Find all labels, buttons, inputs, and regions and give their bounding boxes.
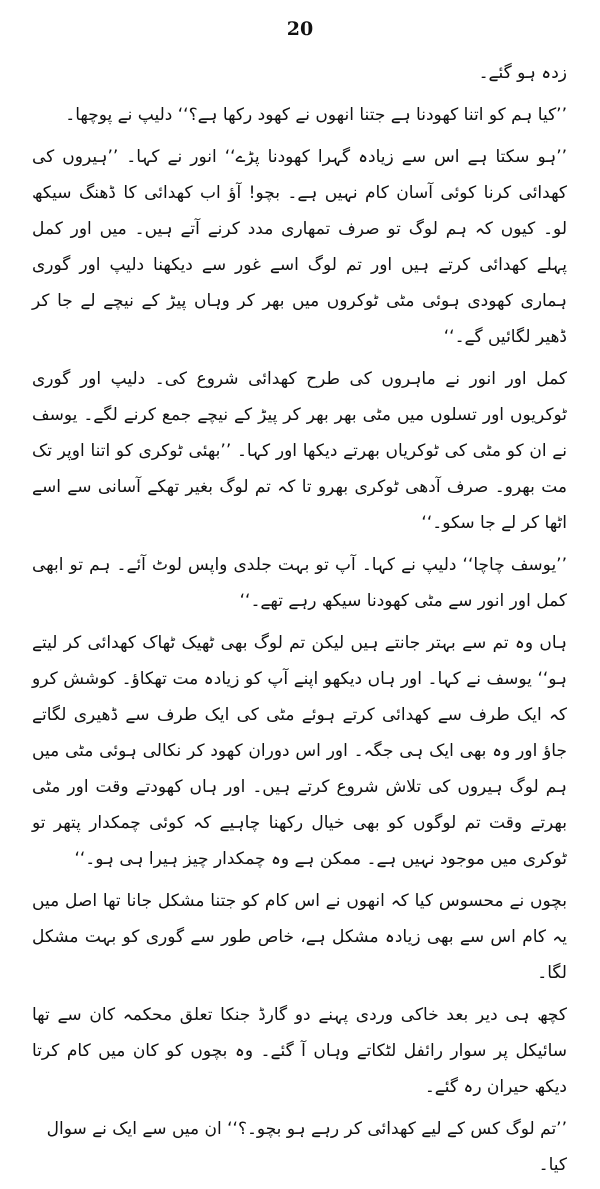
- body-text: [32, 55, 567, 1189]
- paragraph: ہاں وہ تم سے بہتر جانتے ہیں لیکن تم لوگ بھی ٹھیک ٹھاک کھدائی کر لیتے ہو‘‘ یوسف نے کہا۔ اور ہاں دیکھو اپنے آپ کو زیادہ مت تھکاؤ۔ کوشش کرو کہ ایک طرف سے کھدائی کرتے ہوئے مٹی کی ایک طرف سے ڈھیری لگاتے جاؤ اور وہ بھی ایک ہی جگہ۔ اور اس دوران کھود کر نکالی ہوئی مٹی میں ہم لوگ ہیروں کی تلاش شروع کرتے ہیں۔ اور ہاں کھودتے وقت اور مٹی بھرتے وقت تم لوگوں کو بھی خیال رکھنا چاہیے کہ کوئی چمکدار پتھر تو ٹوکری میں موجود نہیں ہے۔ ممکن ہے وہ چمکدار چیز ہیرا ہی ہو۔‘‘: [32, 633, 567, 869]
- paragraph: زدہ ہو گئے۔: [478, 63, 567, 83]
- paragraph: ’’تم لوگ کس کے لیے کھدائی کر رہے ہو بچو۔؟‘‘ ان میں سے ایک نے سوال کیا۔: [46, 1119, 567, 1175]
- paragraph: بچوں نے محسوس کیا کہ انھوں نے اس کام کو جتنا مشکل جانا تھا اصل میں یہ کام اس سے بھی زیادہ مشکل ہے، خاص طور سے گوری کو بہت مشکل لگا۔: [32, 891, 567, 983]
- paragraph: ’’کیا ہم کو اتنا کھودنا ہے جتنا انھوں نے کھود رکھا ہے؟‘‘ دلیپ نے پوچھا۔: [65, 105, 567, 125]
- paragraph: کمل اور انور نے ماہروں کی طرح کھدائی شروع کی۔ دلیپ اور گوری ٹوکریوں اور تسلوں میں مٹی بھر بھر کر پیڑ کے نیچے جمع کرنے لگے۔ یوسف نے ان کو مٹی کی ٹوکریاں بھرتے دیکھا اور کہا۔ ’’بھئی ٹوکری کو اتنا اوپر تک مت بھرو۔ صرف آدھی ٹوکری بھرو تا کہ تم لوگ بغیر تھکے آسانی سے اسے اٹھا کر لے جا سکو۔‘‘: [32, 369, 567, 533]
- paragraph: ’’یوسف چاچا‘‘ دلیپ نے کہا۔ آپ تو بہت جلدی واپس لوٹ آئے۔ ہم تو ابھی کمل اور انور سے مٹی کھودنا سیکھ رہے تھے۔‘‘: [32, 555, 567, 611]
- paragraph: ’’ہو سکتا ہے اس سے زیادہ گہرا کھودنا پڑے‘‘ انور نے کہا۔ ’’ہیروں کی کھدائی کرنا کوئی آسان کام نہیں ہے۔ بچو! آؤ اب کھدائی کا ڈھنگ سیکھ لو۔ کیوں کہ ہم لوگ تو صرف تمھاری مدد کرنے آتے ہیں۔ میں اور کمل پہلے کھدائی کرتے ہیں اور تم لوگ اسے غور سے دیکھنا دلیپ اور گوری ہماری کھودی ہوئی مٹی ٹوکروں میں بھر کر وہاں پیڑ کے نیچے لے جا کر ڈھیر لگائیں گے۔‘‘: [32, 147, 567, 347]
- paragraph: کچھ ہی دیر بعد خاکی وردی پہنے دو گارڈ جنکا تعلق محکمہ کان سے تھا سائیکل پر سوار رائفل لٹکاتے وہاں آ گئے۔ وہ بچوں کو کان میں کام کرتا دیکھ حیران رہ گئے۔: [32, 1005, 567, 1097]
- page-number: 20: [286, 18, 314, 40]
